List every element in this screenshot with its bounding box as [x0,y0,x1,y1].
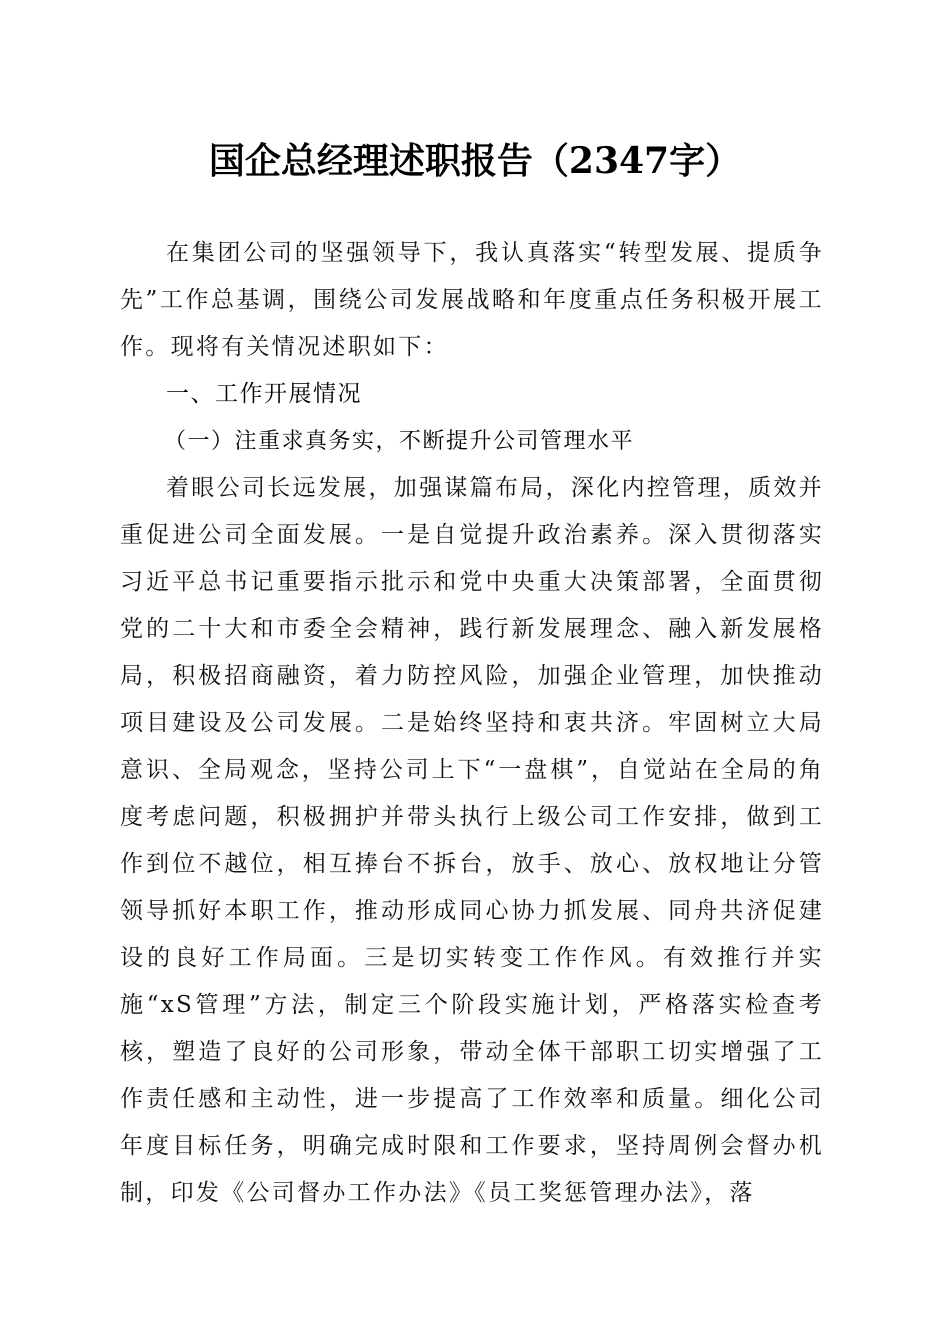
document-title: 国企总经理述职报告（2347字） [208,140,742,182]
intro-paragraph: 在集团公司的坚强领导下，我认真落实“转型发展、提质争先”工作总基调，围绕公司发展战略和年度重点任务积极开展工作。现将有关情况述职如下： [120,240,824,360]
section-heading-work-status: 一、工作开展情况 [166,381,362,407]
subsection-heading-management: （一）注重求真务实，不断提升公司管理水平 [164,429,635,454]
document-body [120,230,824,1217]
body-paragraph-management: 着眼公司长远发展，加强谋篇布局，深化内控管理，质效并重促进公司全面发展。一是自觉提升政治素养。深入贯彻落实习近平总书记重要指示批示和党中央重大决策部署，全面贯彻党的二十大和市委全会精神，践行新发展理念、融入新发展格局，积极招商融资，着力防控风险，加强企业管理，加快推动项目建设及公司发展。二是始终坚持和衷共济。牢固树立大局意识、全局观念，坚持公司上下“一盘棋”，自觉站在全局的角度考虑问题，积极拥护并带头执行上级公司工作安排，做到工作到位不越位，相互捧台不拆台，放手、放心、放权地让分管领导抓好本职工作，推动形成同心协力抓发展、同舟共济促建设的良好工作局面。三是切实转变工作作风。有效推行并实施“xS管理”方法，制定三个阶段实施计划，严格落实检查考核，塑造了良好的公司形象，带动全体干部职工切实增强了工作责任感和主动性，进一步提高了工作效率和质量。细化公司年度目标任务，明确完成时限和工作要求，坚持周例会督办机制，印发《公司督办工作办法》《员工奖惩管理办法》，落 [120,475,824,1206]
